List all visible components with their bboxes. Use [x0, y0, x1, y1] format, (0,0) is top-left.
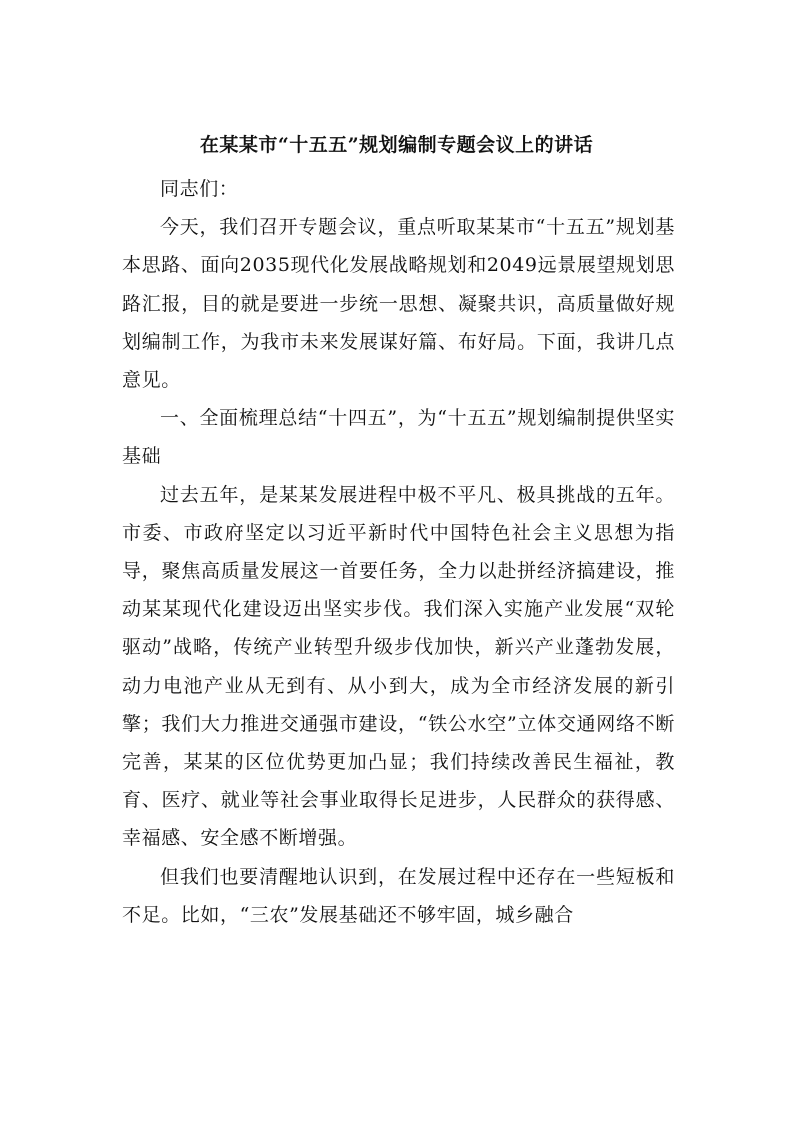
- document-title: 在某某市“十五五”规划编制专题会议上的讲话: [199, 134, 594, 156]
- paragraph-intro: 今天，我们召开专题会议，重点听取某某市“十五五”规划基本思路、面向2035现代化发展战略规划和2049远景展望规划思路汇报，目的就是要进一步统一思想、凝聚共识，高质量做好规划编制工作，为我市未来发展谋好篇、布好局。下面，我讲几点意见。: [122, 216, 675, 392]
- section-heading-1: 一、全面梳理总结“十四五”，为“十五五”规划编制提供坚实基础: [122, 407, 675, 468]
- paragraph-review: 过去五年，是某某发展进程中极不平凡、极具挑战的五年。市委、市政府坚定以习近平新时代中国特色社会主义思想为指导，聚焦高质量发展这一首要任务，全力以赴拼经济搞建设，推动某某现代化建设迈出坚实步伐。我们深入实施产业发展“双轮驱动”战略，传统产业转型升级步伐加快，新兴产业蓬勃发展，动力电池产业从无到有、从小到大，成为全市经济发展的新引擎；我们大力推进交通强市建设，“铁公水空”立体交通网络不断完善，某某的区位优势更加凸显；我们持续改善民生福祉，教育、医疗、就业等社会事业取得长足进步，人民群众的获得感、幸福感、安全感不断增强。: [122, 483, 675, 850]
- salutation: 同志们：: [160, 178, 239, 200]
- paragraph-shortcomings: 但我们也要清醒地认识到，在发展过程中还存在一些短板和不足。比如，“三农”发展基础还不够牢固，城乡融合: [122, 865, 675, 926]
- document-body: [122, 164, 675, 934]
